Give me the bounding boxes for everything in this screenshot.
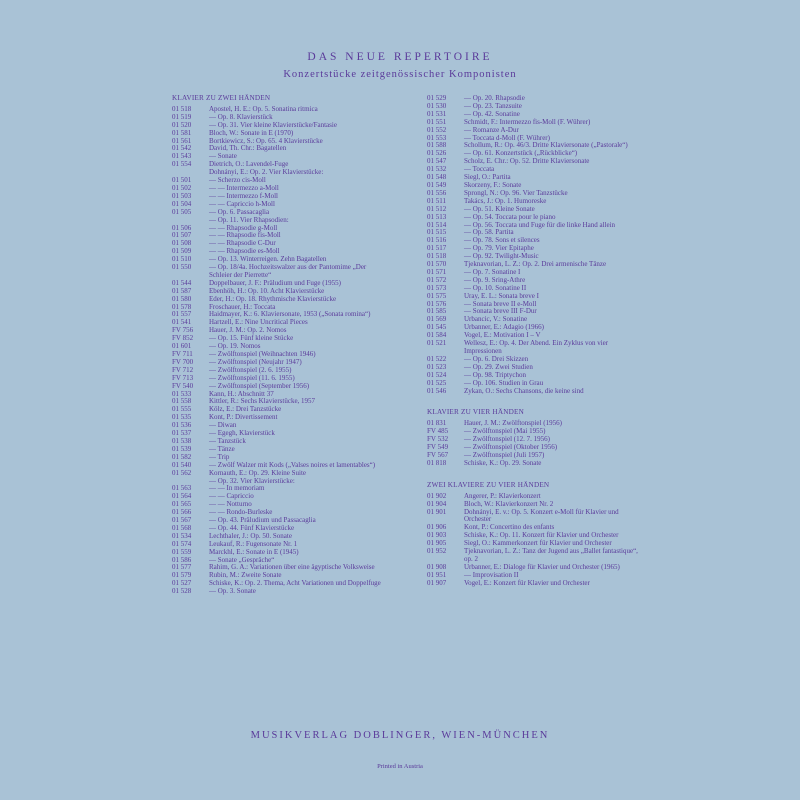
work-title: Urbanner, E.: Dialoge für Klavier und Orchester (1965) [464, 562, 620, 571]
work-title: Schiske, K.: Op. 2. Thema, Acht Variationen und Doppelfuge [209, 579, 381, 588]
work-title: — Improvisation II [464, 570, 519, 579]
work-title: — Op. 15. Fünf kleine Stücke [209, 334, 294, 343]
work-title: Froschauer, H.: Toccata [209, 302, 276, 311]
catalog-entry [427, 277, 639, 285]
work-title: — Zwölftonspiel (11. 6. 1955) [209, 373, 295, 382]
work-title: — Op. 58. Partita [464, 228, 514, 237]
work-title: Schiske, K.: Op. 29. Sonate [464, 458, 542, 467]
catalog-number: 01 527 [172, 579, 192, 588]
catalog-entry [172, 406, 390, 414]
section-heading: ZWEI KLAVIERE ZU VIER HÄNDEN [427, 480, 550, 489]
work-title: — Op. 43. Präludium und Passacaglia [209, 516, 316, 525]
work-title: Bloch, W.: Klavierkonzert Nr. 2 [464, 499, 554, 508]
work-title: — Zwölftonspiel (Weihnachten 1946) [209, 350, 316, 358]
catalog-number: 01 514 [427, 220, 447, 229]
catalog-entry [172, 422, 390, 430]
catalog-number: 01 530 [427, 101, 447, 110]
catalog-number: 01 524 [427, 370, 447, 379]
work-title: Vogel, E.: Motivation I – V [464, 331, 541, 340]
catalog-number: 01 576 [427, 299, 447, 308]
catalog-entry [172, 145, 390, 153]
catalog-number: FV 567 [427, 450, 449, 459]
work-title: — Op. 19. Nomos [209, 342, 261, 351]
catalog-number: 01 902 [427, 491, 447, 500]
work-title: Eder, H.: Op. 18. Rhythmische Klavierstücke [209, 294, 337, 303]
work-title: — Op. 6. Passacaglia [209, 207, 270, 216]
catalog-number: FV 712 [172, 365, 194, 374]
catalog-entry [172, 296, 390, 304]
catalog-entry [172, 493, 390, 501]
page-title: DAS NEUE REPERTOIRE [307, 51, 493, 63]
work-title: Angerer, P.: Klavierkonzert [464, 491, 541, 500]
work-title: Apostel, H. E.: Op. 5. Sonatina ritmica [209, 104, 318, 113]
work-title: — Op. 78. Sons et silences [464, 236, 540, 245]
work-title: — — Notturno [209, 500, 252, 509]
work-title: — Op. 20. Rhapsodie [464, 94, 525, 102]
catalog-number: 01 558 [172, 397, 192, 406]
work-title: — Op. 79. Vier Epitaphe [464, 244, 534, 253]
work-title: — Zwölf Walzer mit Kods („Valses noires et lamentables“) [209, 460, 376, 469]
catalog-number: 01 574 [172, 539, 192, 548]
work-title: Hartzell, E.: Nine Uncritical Pieces [209, 318, 308, 327]
work-title: Hauer, J. M.: Op. 2. Nomos [209, 326, 287, 335]
catalog-number: 01 516 [427, 236, 447, 245]
work-title: — Op. 61. Konzertstück („Rückblicke“) [464, 149, 578, 158]
catalog-number: 01 538 [172, 436, 192, 445]
catalog-number: 01 559 [172, 547, 192, 556]
catalog-number: 01 578 [172, 302, 192, 311]
work-title: — Op. 6. Drei Skizzen [464, 354, 529, 363]
catalog-entry [427, 460, 639, 468]
work-title: — Zwölftonspiel (Juli 1957) [464, 450, 545, 459]
catalog-number: 01 587 [172, 286, 192, 295]
catalog-number: FV 540 [172, 381, 194, 390]
catalog-number: 01 554 [172, 160, 192, 169]
catalog-number: 01 562 [172, 468, 192, 477]
catalog-entry [172, 225, 390, 233]
work-title: — Op. 10. Sonatine II [464, 283, 527, 292]
catalog-number: 01 904 [427, 499, 447, 508]
work-title: — — Capriccio [209, 492, 254, 501]
catalog-entry [427, 388, 639, 396]
page-subtitle: Konzertstücke zeitgenössischer Komponisten [283, 69, 517, 80]
work-title: Siegl, O.: Kammerkonzert für Klavier und Orchester [464, 539, 612, 548]
catalog-entry [172, 398, 390, 406]
catalog-number: 01 525 [427, 378, 447, 387]
catalog-entry [427, 95, 639, 103]
catalog-number: 01 535 [172, 413, 192, 422]
work-title: Schollum, R.: Op. 46/3. Dritte Klaviersonate („Pastorale“) [464, 141, 628, 150]
work-title: Bortkiewicz, S.: Op. 65. 4 Klavierstücke [209, 136, 323, 145]
catalog-entry [427, 564, 639, 572]
work-title: — Romanze A-Dur [464, 125, 519, 134]
catalog-entry [172, 430, 390, 438]
catalog-number: 01 565 [172, 500, 192, 509]
catalog-number: 01 584 [427, 331, 447, 340]
work-title: — — Rhapsodie C-Dur [209, 239, 276, 248]
catalog-entry [172, 478, 390, 486]
work-title: — Toccata d-Moll (F. Wührer) [464, 133, 550, 142]
catalog-entry [172, 240, 390, 248]
catalog-entry [172, 217, 390, 225]
work-title: — — In memoriam [209, 484, 265, 493]
catalog-number: 01 508 [172, 239, 192, 248]
work-title: Skorzeny, F.: Sonate [464, 180, 522, 189]
catalog-number: 01 573 [427, 283, 447, 292]
catalog-number: 01 579 [172, 571, 192, 580]
work-title: Dietrich, O.: Lavendel-Fuge [209, 160, 289, 169]
catalog-number: 01 504 [172, 199, 192, 208]
catalog-entry [172, 549, 390, 557]
work-title: Doppelbauer, J. F.: Präludium und Fuge (1955) [209, 278, 341, 287]
catalog-entry [172, 446, 390, 454]
catalog-entry [427, 364, 639, 372]
catalog-entry [172, 201, 390, 209]
work-title: — — Capriccio h-Moll [209, 199, 275, 208]
catalog-number: 01 506 [172, 223, 192, 232]
catalog-number: 01 581 [172, 128, 192, 137]
catalog-number: 01 556 [427, 188, 447, 197]
work-title: — Op. 9. Sring-Athre [464, 275, 526, 284]
catalog-number: 01 548 [427, 173, 447, 182]
work-title: — Op. 42. Sonatine [464, 109, 520, 118]
work-title: David, Th. Chr.: Bagatellen [209, 144, 287, 153]
catalog-number: 01 513 [427, 212, 447, 221]
catalog-number: 01 582 [172, 452, 192, 461]
catalog-number: 01 523 [427, 362, 447, 371]
catalog-number: 01 502 [172, 183, 192, 192]
work-title: — Zwölftonspiel (Neujahr 1947) [209, 357, 302, 366]
catalog-number: FV 713 [172, 373, 194, 382]
catalog-entry [427, 580, 639, 588]
section-heading: KLAVIER ZU ZWEI HÄNDEN [172, 94, 271, 102]
work-title: — Sonata breve III F-Dur [464, 307, 537, 316]
catalog-entry [172, 335, 390, 343]
work-title: — — Rondo-Burleske [209, 508, 273, 517]
catalog-number: 01 585 [427, 307, 447, 316]
work-title: — Sonate „Gespräche“ [209, 555, 275, 564]
catalog-number: 01 563 [172, 484, 192, 493]
work-title: — Op. 13. Winterreigen. Zehn Bagatellen [209, 255, 327, 264]
work-title: Uray, E. L.: Sonata breve I [464, 291, 539, 300]
catalog-number: 01 601 [172, 342, 192, 351]
catalog-number: 01 903 [427, 531, 447, 540]
catalog-entry [172, 383, 390, 391]
catalog-number: 01 528 [172, 587, 192, 596]
catalog-number: 01 539 [172, 444, 192, 453]
work-title: — Op. 8. Klavierstück [209, 112, 273, 121]
catalog-entry [427, 222, 639, 230]
catalog-number: 01 569 [427, 315, 447, 324]
catalog-number: 01 542 [172, 144, 192, 153]
catalog-number: 01 540 [172, 460, 192, 469]
work-title: — Op. 29. Zwei Studien [464, 362, 533, 371]
work-title: — Op. 56. Toccata und Fuge für die linke Hand allein [464, 220, 616, 229]
catalog-number: FV 532 [427, 435, 449, 444]
catalog-number: 01 831 [427, 419, 447, 428]
work-title: — Zwölftonspiel (2. 6. 1955) [209, 365, 292, 374]
work-title: Kornauth, E.: Op. 29. Kleine Suite [209, 468, 307, 477]
work-title: — — Rhapsodie fis-Moll [209, 231, 281, 240]
work-title: Kölz, E.: Drei Tanzstücke [209, 405, 282, 414]
work-title: — Op. 11. Vier Rhapsodien: [209, 215, 289, 224]
catalog-entry [427, 340, 639, 356]
catalog-number: 01 908 [427, 562, 447, 571]
catalog-number: 01 571 [427, 267, 447, 276]
work-title: Wellesz, E.: Op. 4. Der Abend. Ein Zyklus von vier Impressionen [464, 339, 609, 355]
work-title: — Op. 54. Toccata pour le piano [464, 212, 556, 221]
catalog-number: 01 570 [427, 260, 447, 269]
catalog-entry [427, 308, 639, 316]
catalog-number: 01 580 [172, 294, 192, 303]
catalog-number: 01 545 [427, 323, 447, 332]
catalog-number: 01 952 [427, 547, 447, 556]
work-title: Bloch, W.: Sonate in E (1970) [209, 128, 294, 137]
catalog-number: FV 485 [427, 427, 449, 436]
work-title: Sprongl, N.: Op. 96. Vier Tanzstücke [464, 188, 568, 197]
work-title: Takács, J.: Op. 1. Humoreske [464, 196, 547, 205]
catalog-entry [172, 185, 390, 193]
catalog-number: 01 521 [427, 339, 447, 348]
catalog-number: 01 510 [172, 255, 192, 264]
work-title: Hauer, J. M.: Zwölftonspiel (1956) [464, 419, 562, 428]
catalog-number: 01 532 [427, 165, 447, 174]
catalog-number: 01 905 [427, 539, 447, 548]
catalog-column-right [427, 95, 639, 588]
catalog-number: 01 552 [427, 125, 447, 134]
catalog-entry [427, 174, 639, 182]
work-title: — Egegh, Klavierstück [209, 429, 275, 438]
catalog-number: 01 517 [427, 244, 447, 253]
catalog-number: 01 536 [172, 421, 192, 430]
work-title: — Scherzo cis-Moll [209, 176, 266, 185]
work-title: Kann, H.: Abschnitt 37 [209, 389, 274, 398]
catalog-number: 01 551 [427, 117, 447, 126]
catalog-entry [427, 119, 639, 127]
catalog-number: 01 518 [427, 252, 447, 261]
catalog-number: 01 566 [172, 508, 192, 517]
catalog-number: 01 529 [427, 94, 447, 102]
work-title: — Op. 18/4a. Hochzeitswalzer aus der Pantomime „Der Schleier der Pierrette“ [209, 263, 367, 279]
work-title: — Zwölftonspiel (12. 7. 1956) [464, 435, 550, 444]
work-title: — Op. 31. Vier kleine Klavierstücke/Fantasie [209, 120, 337, 129]
catalog-number: 01 520 [172, 120, 192, 129]
catalog-number: FV 700 [172, 357, 194, 366]
publisher-footer: MUSIKVERLAG DOBLINGER, WIEN-MÜNCHEN [250, 730, 550, 741]
catalog-entry [172, 580, 390, 588]
work-title: Marckhl, E.: Sonate in E (1945) [209, 547, 299, 556]
catalog-entry [172, 588, 390, 596]
work-title: Rubin, M.: Zweite Sonate [209, 571, 282, 580]
catalog-number: 01 907 [427, 578, 447, 587]
catalog-number: 01 507 [172, 231, 192, 240]
work-title: Kont, P.: Divertissement [209, 413, 278, 422]
catalog-entry [427, 261, 639, 269]
work-title: Kont, P.: Concertino des enfants [464, 523, 555, 532]
catalog-number: 01 501 [172, 176, 192, 185]
catalog-number: 01 906 [427, 523, 447, 532]
work-title: Urbancic, V.: Sonatine [464, 315, 528, 324]
work-title: Schiske, K.: Op. 11. Konzert für Klavier und Orchester [464, 531, 619, 540]
catalog-number: 01 518 [172, 104, 192, 113]
catalog-entry [427, 269, 639, 277]
catalog-number: 01 577 [172, 563, 192, 572]
work-title: — Diwan [209, 421, 237, 430]
catalog-number: 01 515 [427, 228, 447, 237]
work-title: — Zwölftonspiel (September 1956) [209, 381, 310, 390]
catalog-number: 01 544 [172, 278, 192, 287]
catalog-column-left [172, 95, 390, 596]
work-title: Urbanner, E.: Adagio (1966) [464, 323, 545, 332]
work-title: — Trip [209, 452, 230, 461]
work-title: — Zwölftonspiel (Mai 1955) [464, 427, 546, 436]
work-title: — — Rhapsodie es-Moll [209, 247, 280, 256]
work-title: — Op. 3. Sonate [209, 587, 256, 596]
section-heading: KLAVIER ZU VIER HÄNDEN [427, 408, 524, 417]
catalog-number: 01 553 [427, 133, 447, 142]
catalog-entry [427, 548, 639, 564]
work-title: Tjeknavorian, L. Z.: Op. 2. Drei armenische Tänze [464, 260, 607, 269]
catalog-number: 01 818 [427, 458, 447, 467]
catalog-number: 01 533 [172, 389, 192, 398]
work-title: Siegl, O.: Partita [464, 173, 511, 182]
work-title: — Zwölftonspiel (Oktober 1956) [464, 443, 558, 452]
work-title: Scholz, E. Chr.: Op. 52. Dritte Klaviersonate [464, 157, 590, 166]
work-title: Schmidt, F.: Intermezzo fis-Moll (F. Wührer) [464, 117, 591, 126]
work-title: — Sonata breve II e-Moll [464, 299, 537, 308]
work-title: — Op. 92. Twilight-Music [464, 252, 539, 261]
work-title: — Op. 51. Kleine Sonate [464, 204, 535, 213]
catalog-entry [427, 509, 639, 525]
work-title: Ebenhöh, H.: Op. 10. Acht Klavierstücke [209, 286, 325, 295]
catalog-number: FV 711 [172, 350, 193, 358]
work-title: — Op. 23. Tanzsuite [464, 101, 522, 110]
catalog-entry [427, 356, 639, 364]
catalog-entry [172, 193, 390, 201]
catalog-number: 01 503 [172, 191, 192, 200]
catalog-number: 01 505 [172, 207, 192, 216]
work-title: — Op. 106. Studien in Grau [464, 378, 544, 387]
work-title: Leukauf, R.: Fugensonate Nr. 1 [209, 539, 298, 548]
catalog-number: 01 546 [427, 386, 447, 395]
work-title: Haidmayer, K.: 6. Klaviersonate, 1953 („Sonata romina“) [209, 310, 371, 319]
catalog-number: 01 550 [172, 263, 192, 272]
work-title: — Tanzstück [209, 436, 246, 445]
catalog-number: 01 522 [427, 354, 447, 363]
printed-note: Printed in Austria [377, 763, 423, 770]
catalog-entry [172, 485, 390, 493]
catalog-entry [427, 166, 639, 174]
catalog-number: 01 537 [172, 429, 192, 438]
catalog-number: 01 564 [172, 492, 192, 501]
catalog-number: 01 511 [427, 196, 446, 205]
catalog-entry [172, 169, 390, 177]
work-title: Tjeknavorian, L. Z.: Tanz der Jugend aus „Ballet fantastique“, op. 2 [464, 547, 638, 563]
catalog-number: 01 547 [427, 157, 447, 166]
catalog-entry [172, 264, 390, 280]
catalog-number: 01 572 [427, 275, 447, 284]
catalog-entry [172, 414, 390, 422]
work-title: — Tänze [209, 444, 235, 453]
catalog-entry [172, 106, 390, 114]
catalog-number: 01 568 [172, 523, 192, 532]
catalog-number: FV 852 [172, 334, 194, 343]
catalog-number: 01 531 [427, 109, 447, 118]
catalog-number: 01 588 [427, 141, 447, 150]
catalog-number: 01 561 [172, 136, 192, 145]
work-title: Dohnányi, E.: Op. 2. Vier Klavierstücke: [209, 168, 324, 177]
work-title: — Op. 44. Fünf Klavierstücke [209, 523, 295, 532]
catalog-number: FV 549 [427, 443, 449, 452]
catalog-number: 01 534 [172, 531, 192, 540]
catalog-number: 01 901 [427, 507, 447, 516]
work-title: — — Intermezzo f-Moll [209, 191, 279, 200]
work-title: — — Rhapsodie g-Moll [209, 223, 278, 232]
catalog-entry [172, 501, 390, 509]
catalog-number: 01 519 [172, 112, 192, 121]
catalog-number: 01 526 [427, 149, 447, 158]
work-title: — Toccata [464, 165, 495, 174]
catalog-number: 01 541 [172, 318, 192, 327]
work-title: Vogel, E.: Konzert für Klavier und Orchester [464, 578, 590, 587]
work-title: — — Intermezzo a-Moll [209, 183, 279, 192]
work-title: — Sonate [209, 152, 237, 161]
catalog-number: 01 543 [172, 152, 192, 161]
catalog-number: 01 509 [172, 247, 192, 256]
catalog-entry [427, 103, 639, 111]
catalog-entry [172, 232, 390, 240]
catalog-number: 01 555 [172, 405, 192, 414]
work-title: Dohnányi, E. v.: Op. 5. Konzert e-Moll für Klavier und Orchester [464, 507, 619, 524]
work-title: — Op. 7. Sonatine I [464, 267, 521, 276]
catalog-entry [427, 158, 639, 166]
catalog-number: 01 557 [172, 310, 192, 319]
work-title: Kittler, R.: Sechs Klavierstücke, 1957 [209, 397, 316, 406]
catalog-number: 01 951 [427, 570, 447, 579]
work-title: Rahim, G. A.: Variationen über eine ägyptische Volksweise [209, 563, 375, 572]
catalog-number: 01 512 [427, 204, 447, 213]
catalog-number: 01 549 [427, 180, 447, 189]
catalog-entry [172, 438, 390, 446]
work-title: Zykan, O.: Sechs Chansons, die keine sind [464, 386, 584, 395]
catalog-entry [172, 177, 390, 185]
work-title: Lechthaler, J.: Op. 50. Sonate [209, 531, 292, 540]
catalog-number: 01 567 [172, 516, 192, 525]
catalog-number: FV 756 [172, 326, 194, 335]
catalog-number: 01 575 [427, 291, 447, 300]
work-title: — Op. 98. Triptychon [464, 370, 527, 379]
work-title: — Op. 32. Vier Klavierstücke: [209, 476, 295, 485]
catalog-number: 01 586 [172, 555, 192, 564]
